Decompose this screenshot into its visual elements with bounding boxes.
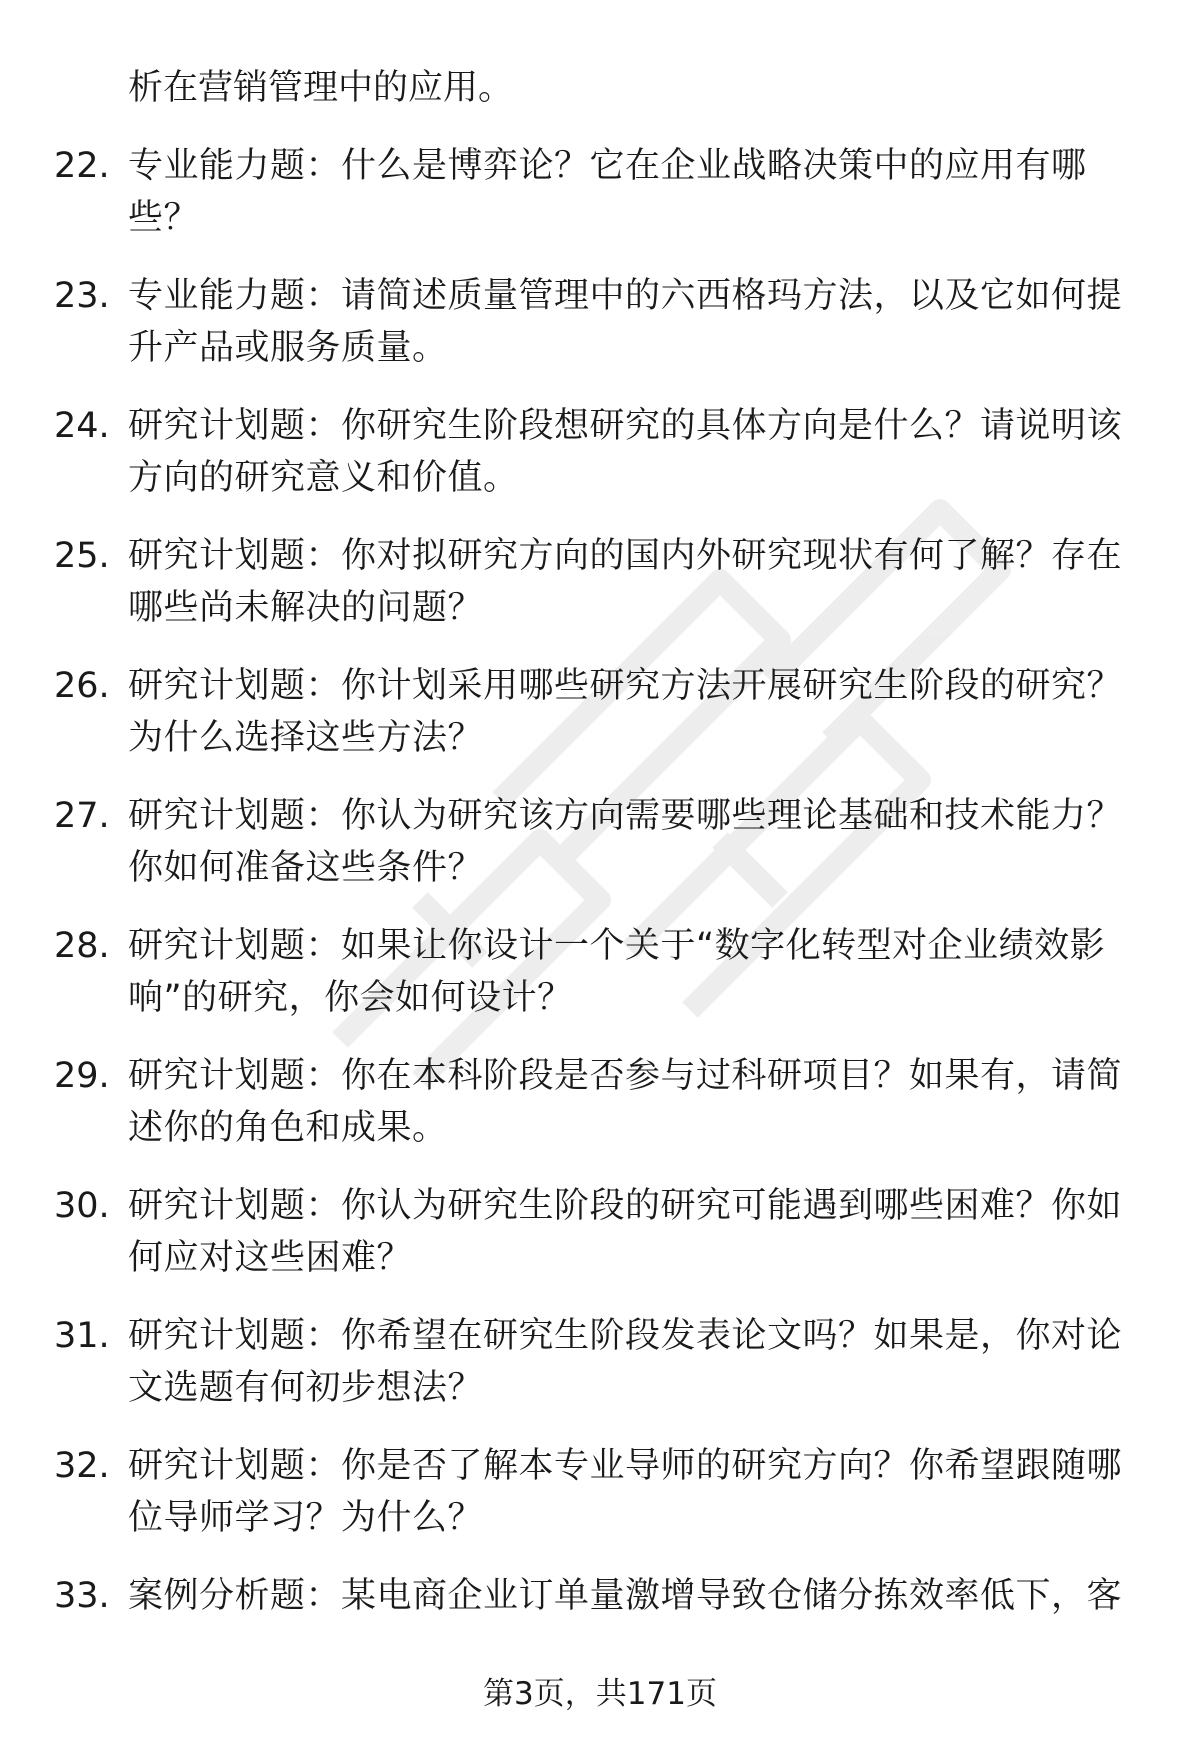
question-text-line: 研究计划题：你在本科阶段是否参与过科研项目？如果有，请简 bbox=[128, 1056, 1123, 1096]
question-text-line: 位导师学习？为什么？ bbox=[128, 1498, 484, 1538]
question-text-line: 研究计划题：你是否了解本专业导师的研究方向？你希望跟随哪 bbox=[128, 1446, 1123, 1486]
question-item bbox=[0, 660, 1200, 790]
question-number: 23. bbox=[54, 276, 110, 316]
question-item bbox=[0, 1050, 1200, 1180]
question-item bbox=[0, 920, 1200, 1050]
question-text-line: 响”的研究，你会如何设计？ bbox=[128, 978, 573, 1018]
question-text bbox=[128, 270, 1148, 374]
question-text-line: 你如何准备这些条件？ bbox=[128, 848, 484, 888]
page-footer: 第3页，共171页 bbox=[483, 1676, 717, 1712]
question-text-line: 文选题有何初步想法？ bbox=[128, 1368, 484, 1408]
question-text bbox=[128, 660, 1148, 764]
question-item bbox=[0, 270, 1200, 400]
question-number: 29. bbox=[54, 1056, 110, 1096]
question-number: 30. bbox=[54, 1186, 110, 1226]
question-text-line: 方向的研究意义和价值。 bbox=[128, 458, 519, 498]
question-text bbox=[128, 1050, 1148, 1154]
question-number: 25. bbox=[54, 536, 110, 576]
question-text bbox=[128, 920, 1148, 1024]
question-text-line: 专业能力题：请简述质量管理中的六西格玛方法，以及它如何提 bbox=[128, 276, 1123, 316]
question-text-line: 研究计划题：如果让你设计一个关于“数字化转型对企业绩效影 bbox=[128, 926, 1106, 966]
question-item bbox=[0, 1180, 1200, 1310]
question-text-line: 专业能力题：什么是博弈论？它在企业战略决策中的应用有哪 bbox=[128, 146, 1087, 186]
question-text bbox=[128, 1310, 1148, 1414]
question-text-line: 研究计划题：你对拟研究方向的国内外研究现状有何了解？存在 bbox=[128, 536, 1123, 576]
question-number: 28. bbox=[54, 926, 110, 966]
question-text-line: 何应对这些困难？ bbox=[128, 1238, 413, 1278]
question-text-line: 些？ bbox=[128, 198, 200, 238]
question-number: 31. bbox=[54, 1316, 110, 1356]
question-text bbox=[128, 530, 1148, 634]
question-item bbox=[0, 790, 1200, 920]
question-number: 26. bbox=[54, 666, 110, 706]
question-item bbox=[0, 530, 1200, 660]
question-text-line: 哪些尚未解决的问题？ bbox=[128, 588, 484, 628]
question-number: 24. bbox=[54, 406, 110, 446]
question-text-line: 研究计划题：你希望在研究生阶段发表论文吗？如果是，你对论 bbox=[128, 1316, 1123, 1356]
question-text-line: 案例分析题：某电商企业订单量激增导致仓储分拣效率低下，客 bbox=[128, 1576, 1123, 1616]
question-text-line: 研究计划题：你研究生阶段想研究的具体方向是什么？请说明该 bbox=[128, 406, 1123, 446]
question-list bbox=[0, 140, 1200, 1700]
question-number: 22. bbox=[54, 146, 110, 186]
question-text bbox=[128, 140, 1148, 244]
question-text-line: 研究计划题：你计划采用哪些研究方法开展研究生阶段的研究？ bbox=[128, 666, 1123, 706]
question-text bbox=[128, 790, 1148, 894]
question-text bbox=[128, 1180, 1148, 1284]
question-item bbox=[0, 400, 1200, 530]
question-text-line: 研究计划题：你认为研究该方向需要哪些理论基础和技术能力？ bbox=[128, 796, 1123, 836]
question-text bbox=[128, 1440, 1148, 1544]
question-number: 27. bbox=[54, 796, 110, 836]
question-text-line: 述你的角色和成果。 bbox=[128, 1108, 448, 1148]
question-item bbox=[0, 1310, 1200, 1440]
question-item bbox=[0, 1440, 1200, 1570]
question-text-line: 升产品或服务质量。 bbox=[128, 328, 448, 368]
question-number: 33. bbox=[54, 1576, 110, 1616]
question-number: 32. bbox=[54, 1446, 110, 1486]
question-text-line: 为什么选择这些方法？ bbox=[128, 718, 484, 758]
question-item bbox=[0, 140, 1200, 270]
question-text-line: 研究计划题：你认为研究生阶段的研究可能遇到哪些困难？你如 bbox=[128, 1186, 1123, 1226]
continuation-text: 析在营销管理中的应用。 bbox=[128, 68, 514, 108]
question-text bbox=[128, 400, 1148, 504]
question-text bbox=[128, 1570, 1148, 1622]
